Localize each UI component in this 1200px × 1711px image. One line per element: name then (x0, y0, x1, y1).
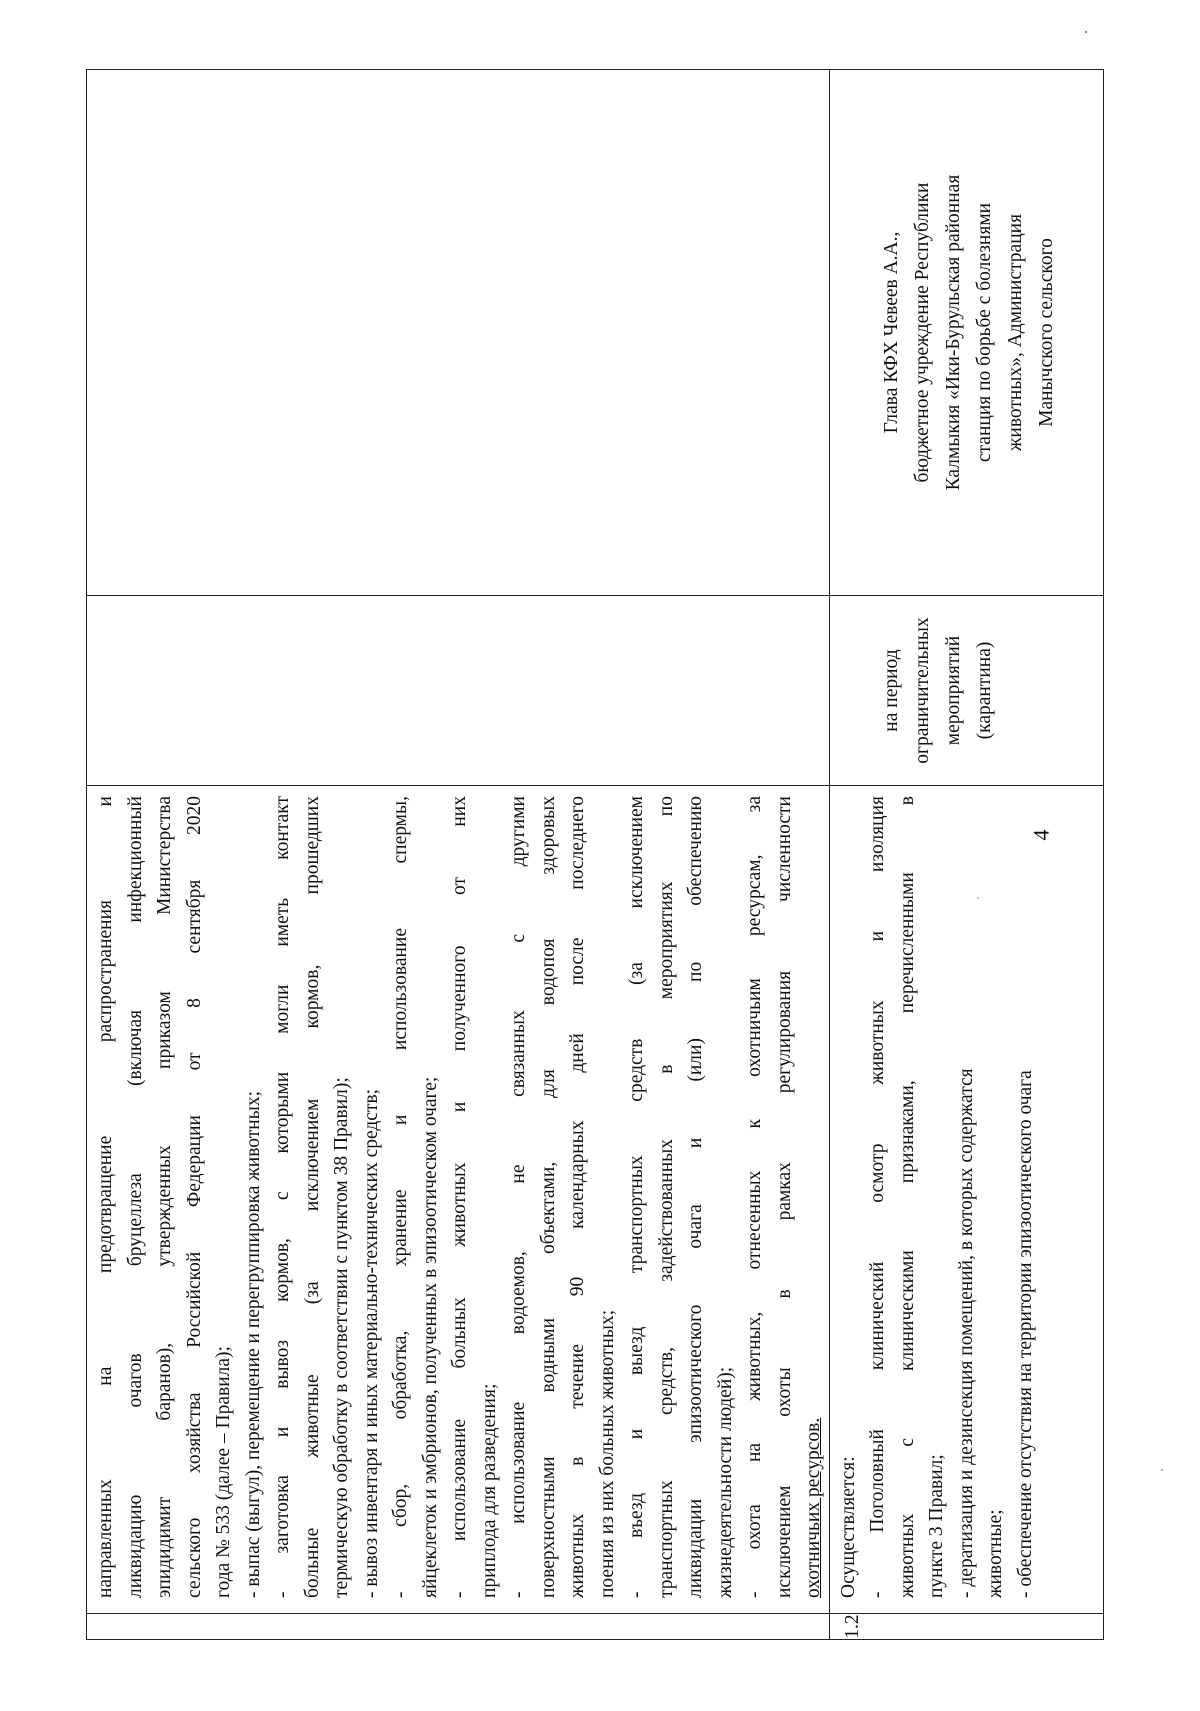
text-line: больные животные (за исключением кормов, прошедших (301, 796, 323, 1598)
page-number: 4 (1028, 829, 1054, 841)
text-line: - использование больных животных и полученного от них (449, 796, 470, 1598)
text-line: - заготовка и вывоз кормов, с которыми могли иметь контакт (272, 796, 293, 1598)
text-line: - Поголовный клинический осмотр животных и изоляция (867, 796, 888, 1598)
text-line: животных в течение 90 календарных дней после последнего (567, 796, 588, 1598)
measures-cell (829, 786, 1103, 1614)
measures-table (86, 69, 1104, 1640)
term-line: ограничительных (911, 617, 933, 764)
measures-cell (87, 786, 830, 1614)
text-line: года № 533 (далее – Правила); (213, 1346, 234, 1598)
term-cell (829, 596, 1103, 786)
text-line: животные; (985, 1509, 1006, 1598)
text-line: исключением охоты в рамках регулирования численности (773, 796, 795, 1598)
text-line: - обеспечение отсутствия на территории эпизоотического очага (1014, 1070, 1036, 1598)
term-line: на период (880, 649, 902, 732)
text-line: жизнедеятельности людей); (714, 1366, 736, 1598)
text-line: поения из них больных животных; (596, 1309, 618, 1598)
text-line: - охота на животных, отнесенных к охотничьим ресурсам, за (744, 796, 765, 1598)
responsible-line: станция по борьбе с болезнями (973, 202, 995, 463)
text-line: яйцеклеток и эмбрионов, полученных в эпизоотическом очаге; (419, 1076, 441, 1598)
responsible-line: Манычского сельского (1035, 238, 1057, 427)
table-row (829, 70, 1103, 1640)
term-cell (87, 596, 830, 786)
responsible-cell (829, 70, 1103, 596)
responsible-cell (87, 70, 830, 596)
text-line: - въезд и выезд транспортных средств (за исключением (626, 796, 647, 1598)
text-line: приплода для разведения; (478, 1383, 500, 1598)
responsible-line: Глава КФХ Чевеев А.А., (880, 231, 902, 434)
rotated-page (86, 70, 1080, 1640)
text-line: поверхностными водными объектами, для водопоя здоровых (537, 796, 559, 1598)
row-number-cell: 1.2 (829, 1614, 1103, 1640)
table-row (87, 70, 830, 1640)
text-line: Осуществляется: (837, 1456, 859, 1598)
text-line: - сбор, обработка, хранение и использование спермы, (390, 796, 411, 1598)
text-line: - дератизация и дезинсекция помещений, в которых содержатся (955, 1068, 977, 1598)
responsible-line: животных», Администрация (1004, 213, 1026, 452)
text-line: охотничьих ресурсов. (803, 1417, 824, 1598)
term-line: (карантина) (973, 641, 995, 740)
text-line: направленных на предотвращение распространения и (95, 796, 116, 1598)
text-line: термическую обработку в соответствии с пунктом 38 Правил); (331, 1077, 352, 1598)
text-line: пункте 3 Правил; (926, 1454, 947, 1598)
responsible-line: Калмыкия «Ики-Бурульская районная (942, 174, 964, 491)
text-line: сельского хозяйства Российской Федерации от 8 сентября 2020 (183, 796, 205, 1598)
text-line: эпидидимит баранов), утвержденных приказом Министерства (154, 796, 175, 1598)
row-number-cell (87, 1614, 830, 1640)
text-line: ликвидации эпизоотического очага и (или) по обеспечению (685, 796, 706, 1598)
text-line: - вывоз инвентаря и иных материально-технических средств; (360, 1088, 382, 1598)
text-line: транспортных средств, задействованных в мероприятиях по (655, 796, 677, 1598)
text-line: - использование водоемов, не связанных с другими (508, 796, 529, 1598)
text-line: животных с клиническими признаками, перечисленными в (896, 796, 918, 1598)
term-line: мероприятий (942, 635, 964, 746)
text-line: - выпас (выгул), перемещение и перегруппировка животных; (242, 1091, 264, 1598)
text-line: ликвидацию очагов бруцеллеза (включая инфекционный (124, 796, 146, 1598)
responsible-line: бюджетное учреждение Республики (911, 182, 933, 483)
